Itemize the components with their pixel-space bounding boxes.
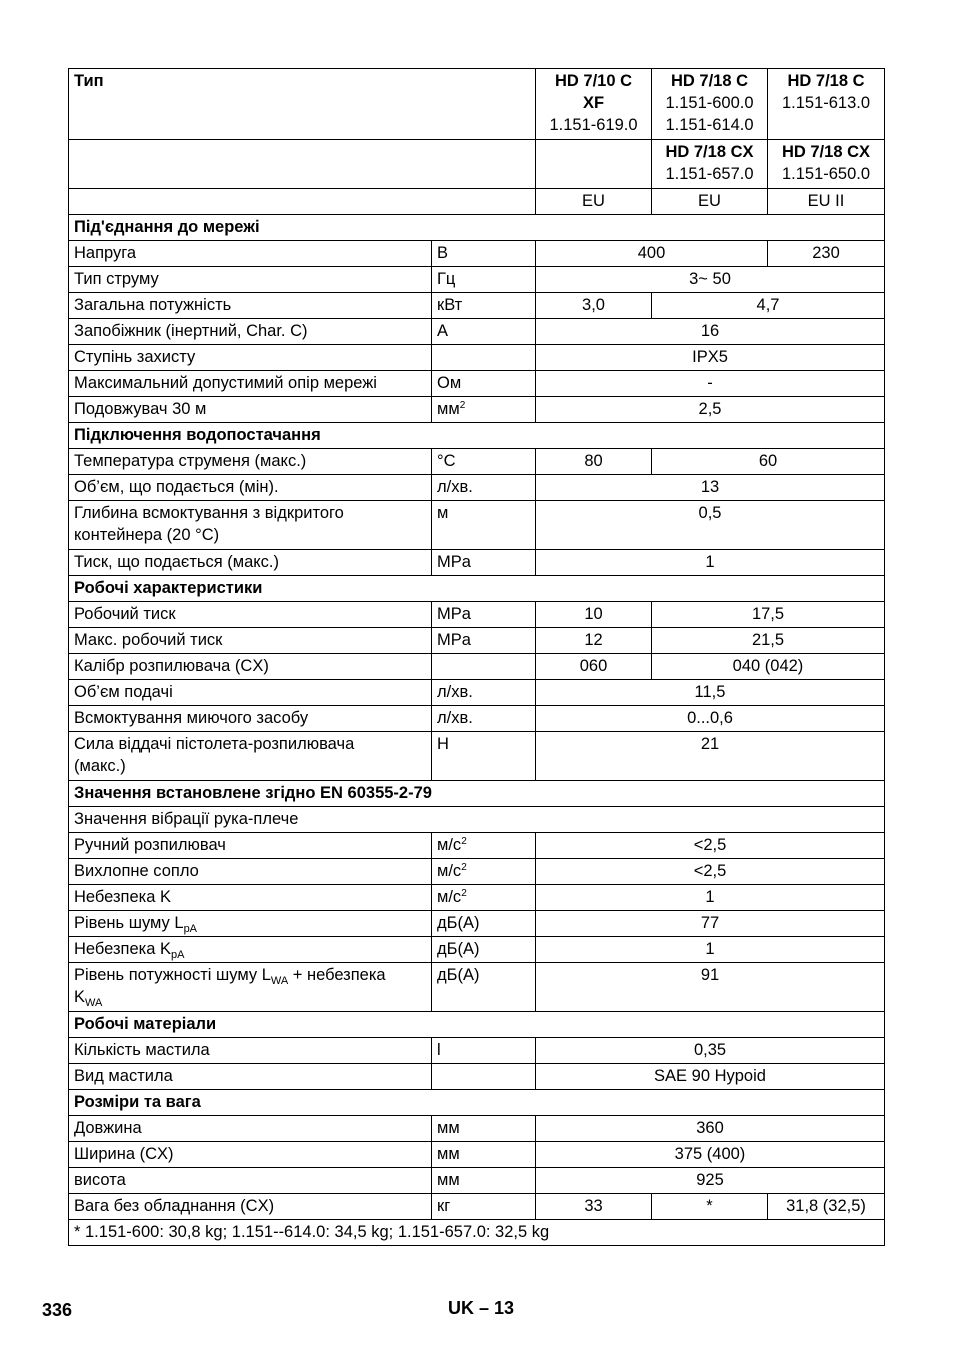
row-height: висота мм 925 bbox=[69, 1168, 885, 1194]
row-protection: Ступінь захисту IPX5 bbox=[69, 345, 885, 371]
section-dims: Розміри та вага bbox=[69, 1090, 885, 1116]
section-en: Значення встановлене згідно EN 60355-2-79 bbox=[69, 781, 885, 807]
model-cx-col3: HD 7/18 CX 1.151-650.0 bbox=[768, 140, 885, 189]
region-col1: EU bbox=[536, 189, 652, 215]
section-performance: Робочі характеристики bbox=[69, 576, 885, 602]
row-weight: Вага без обладнання (CX) кг 33 * 31,8 (32,5) bbox=[69, 1194, 885, 1220]
row-oil-qty: Кількість мастила l 0,35 bbox=[69, 1038, 885, 1064]
row-sound-power: Рівень потужності шуму $L_{WA}$ + небезпека $K_{WA}$ дБ(A) 91 bbox=[69, 963, 885, 1012]
type-label: Тип bbox=[69, 69, 536, 140]
section-power: Під'єднання до мережі bbox=[69, 215, 885, 241]
row-detergent: Всмоктування миючого засобу л/хв. 0...0,6 bbox=[69, 706, 885, 732]
row-power: Загальна потужність кВт 3,0 4,7 bbox=[69, 293, 885, 319]
model-col1: HD 7/10 C XF 1.151-619.0 bbox=[536, 69, 652, 140]
model-cx-col2: HD 7/18 CX 1.151-657.0 bbox=[652, 140, 768, 189]
row-extension: Подовжувач 30 м $мм^2$ 2,5 bbox=[69, 397, 885, 423]
spec-table bbox=[68, 68, 885, 1246]
row-length: Довжина мм 360 bbox=[69, 1116, 885, 1142]
row-impedance: Максимальний допустимий опір мережі Ом - bbox=[69, 371, 885, 397]
header-cx-row bbox=[69, 140, 885, 189]
row-flow: Об’єм подачі л/хв. 11,5 bbox=[69, 680, 885, 706]
row-vibration: Значення вібрації рука-плече bbox=[69, 807, 885, 833]
region-col2: EU bbox=[652, 189, 768, 215]
row-temp: Температура струменя (макс.) °C 80 60 bbox=[69, 449, 885, 475]
row-current: Тип струму Гц 3~ 50 bbox=[69, 267, 885, 293]
row-noise: Рівень шуму $L_{pA}$ дБ(A) 77 bbox=[69, 911, 885, 937]
section-water: Підключення водопостачання bbox=[69, 423, 885, 449]
row-footnote: * 1.151-600: 30,8 kg; 1.151--614.0: 34,5 kg; 1.151-657.0: 32,5 kg bbox=[69, 1220, 885, 1246]
model-col2: HD 7/18 C 1.151-600.0 1.151-614.0 bbox=[652, 69, 768, 140]
region-row bbox=[69, 189, 885, 215]
row-lance: Вихлопне сопло $м/с^2$ <2,5 bbox=[69, 859, 885, 885]
page-lang-label: UK – 13 bbox=[448, 1298, 515, 1318]
row-nozzle: Калібр розпилювача (CX) 060 040 (042) bbox=[69, 654, 885, 680]
row-work-pressure: Робочий тиск MPa 10 17,5 bbox=[69, 602, 885, 628]
row-flow-min: Об’єм, що подається (мін). л/хв. 13 bbox=[69, 475, 885, 501]
row-fuse: Запобіжник (інертний, Char. C) A 16 bbox=[69, 319, 885, 345]
model-col3: HD 7/18 C 1.151-613.0 bbox=[768, 69, 885, 140]
row-suction: Глибина всмоктування з відкритого контейнера (20 °C) м 0,5 bbox=[69, 501, 885, 550]
header-row bbox=[69, 69, 885, 140]
section-materials: Робочі матеріали bbox=[69, 1012, 885, 1038]
row-recoil: Сила віддачі пістолета-розпилювача (макс.) Н 21 bbox=[69, 732, 885, 781]
row-oil-type: Вид мастила SAE 90 Hypoid bbox=[69, 1064, 885, 1090]
row-inlet-pressure: Тиск, що подається (макс.) MPa 1 bbox=[69, 550, 885, 576]
row-hand-gun: Ручний розпилювач $м/с^2$ <2,5 bbox=[69, 833, 885, 859]
page-number: 336 bbox=[42, 1300, 73, 1320]
row-uncertainty-kpa: Небезпека $K_{pA}$ дБ(A) 1 bbox=[69, 937, 885, 963]
region-col3: EU II bbox=[768, 189, 885, 215]
row-width: Ширина (CX) мм 375 (400) bbox=[69, 1142, 885, 1168]
row-max-pressure: Макс. робочий тиск MPa 12 21,5 bbox=[69, 628, 885, 654]
row-uncertainty-k: Небезпека K $м/с^2$ 1 bbox=[69, 885, 885, 911]
row-voltage: Напруга В 400 230 bbox=[69, 241, 885, 267]
